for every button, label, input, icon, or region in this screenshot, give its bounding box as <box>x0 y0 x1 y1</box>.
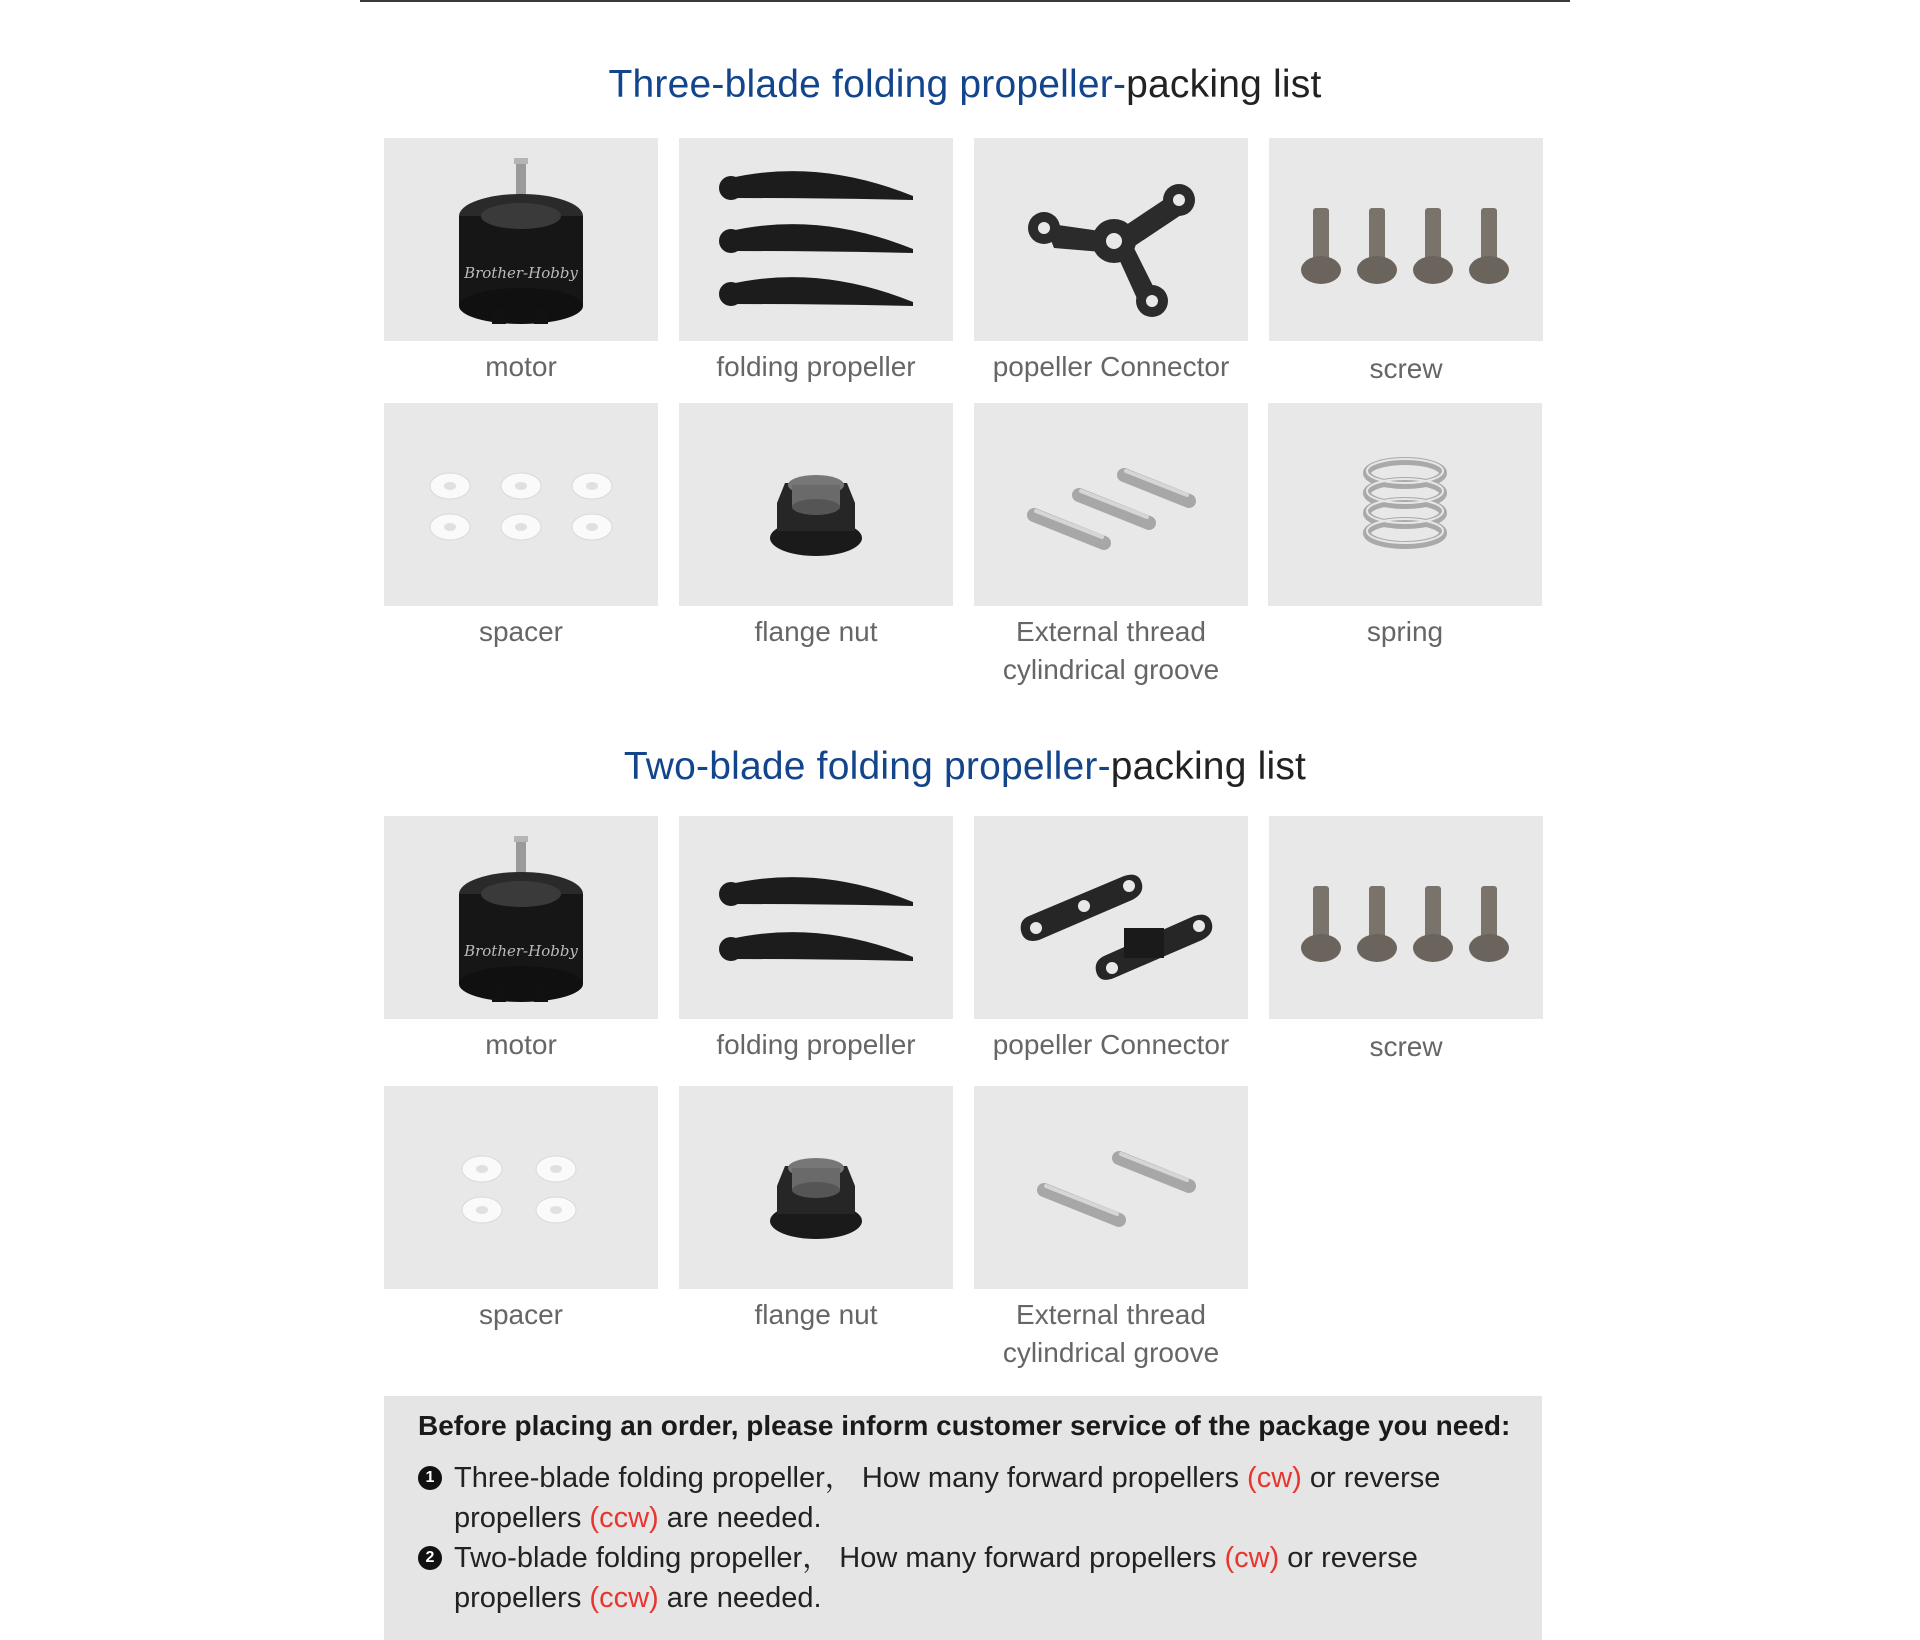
packing-item-label <box>954 613 1268 689</box>
flange-nut-icon <box>679 1086 953 1289</box>
notice-title: Before placing an order, please inform customer service of the package you need: <box>418 1410 1511 1441</box>
two-piece-connector-icon <box>974 816 1248 1019</box>
packing-item-label: spacer <box>478 1299 564 1330</box>
section2-title-rest: packing list <box>1110 745 1307 788</box>
packing-item-label: motor <box>485 351 557 382</box>
spacers-icon <box>384 1086 658 1289</box>
section1-title <box>360 63 1570 107</box>
packing-item-label: flange nut <box>754 1299 878 1330</box>
svg-text:Brother-Hobby: Brother-Hobby <box>464 942 578 960</box>
number-badge-icon: 1 <box>418 1466 442 1490</box>
screws-icon <box>1269 138 1543 341</box>
propeller-blades-icon <box>679 816 953 1019</box>
packing-item-label-line1: External thread <box>1016 1299 1206 1330</box>
order-notice-box <box>384 1396 1542 1640</box>
section2-title <box>360 745 1570 789</box>
packing-item-label: spacer <box>478 616 564 647</box>
packing-item-label <box>954 1296 1268 1372</box>
notice-text-part: are needed. <box>658 1502 822 1534</box>
ccw-highlight: (ccw) <box>589 1582 659 1614</box>
notice-text-part: are needed. <box>658 1582 822 1614</box>
packing-item-label: screw <box>1369 1031 1443 1062</box>
motor-icon <box>384 816 658 1019</box>
packing-item-label: popeller Connector <box>992 351 1230 382</box>
notice-text-part: or reverse propellers <box>454 1542 1418 1614</box>
packing-item-label: spring <box>1366 616 1444 647</box>
svg-text:Brother-Hobby: Brother-Hobby <box>464 264 578 282</box>
section2-title-accent: Two-blade folding propeller- <box>623 745 1111 788</box>
propeller-blades-icon <box>679 138 953 341</box>
packing-item-label: popeller Connector <box>992 1029 1230 1060</box>
notice-item-text <box>454 1458 1514 1538</box>
flange-nut-icon <box>679 403 953 606</box>
spring-icon <box>1268 403 1542 606</box>
notice-text-part: or reverse propellers <box>454 1462 1441 1534</box>
pins-icon <box>974 403 1248 606</box>
notice-text-part: Three-blade folding propeller， How many forward propellers <box>454 1462 1248 1494</box>
pins-icon <box>974 1086 1248 1289</box>
notice-item-text <box>454 1538 1514 1618</box>
screws-icon <box>1269 816 1543 1019</box>
ccw-highlight: (ccw) <box>589 1502 659 1534</box>
cw-highlight: (cw) <box>1224 1542 1280 1574</box>
top-divider <box>360 0 1570 2</box>
cw-highlight: (cw) <box>1247 1462 1302 1494</box>
packing-item-label: folding propeller <box>716 351 916 382</box>
packing-item-label: motor <box>485 1029 557 1060</box>
section1-title-accent: Three-blade folding propeller- <box>608 63 1127 106</box>
notice-text-part: Two-blade folding propeller， How many forward propellers <box>454 1542 1225 1574</box>
motor-icon <box>384 138 658 341</box>
packing-item-label-line2: cylindrical groove <box>1002 654 1220 685</box>
packing-item-label-line1: External thread <box>1016 616 1206 647</box>
packing-item-label-line2: cylindrical groove <box>1002 1337 1220 1368</box>
packing-item-label: screw <box>1369 353 1443 384</box>
number-badge-icon: 2 <box>418 1546 442 1570</box>
spacers-icon <box>384 403 658 606</box>
three-arm-connector-icon <box>974 138 1248 341</box>
packing-item-label: folding propeller <box>716 1029 916 1060</box>
packing-item-label: flange nut <box>754 616 878 647</box>
section1-title-rest: packing list <box>1126 63 1322 106</box>
